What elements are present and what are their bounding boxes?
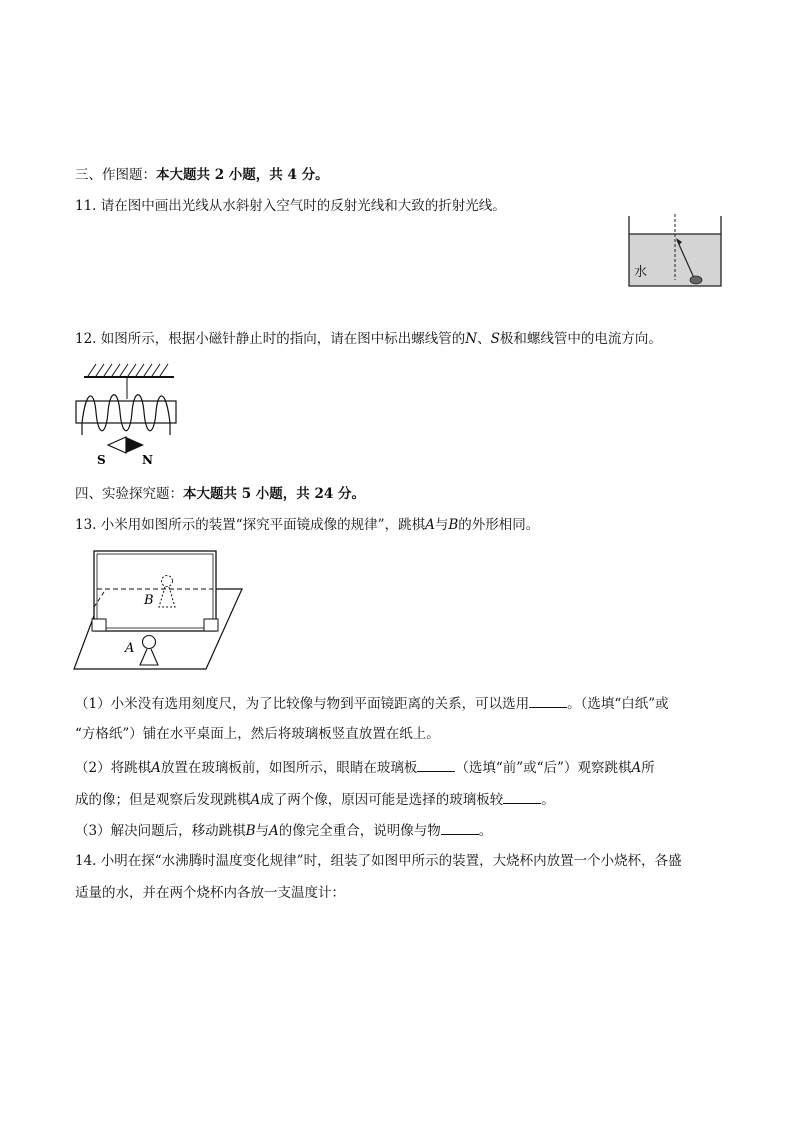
q13-p2-d: 所	[641, 760, 655, 776]
q12-text-a: 12. 如图所示，根据小磁针静止时的指向，请在图中标出螺线管的	[75, 331, 466, 347]
q13-p3-piece-b: B	[245, 823, 256, 839]
q13-p3-a: （3）解决问题后，移动跳棋	[75, 823, 246, 839]
answer-blank-4[interactable]	[441, 820, 479, 835]
q14-line2: 适量的水，并在两个烧杯内各放一支温度计：	[75, 885, 345, 901]
q13-p2-a: （2）将跳棋	[75, 760, 152, 776]
q13-p2-f: 成了两个像，原因可能是选择的玻璃板较	[260, 792, 504, 808]
section-4-heading	[75, 485, 365, 503]
needle-n-label: N	[142, 453, 153, 467]
q13-intro-a: 13. 小米用如图所示的装置“探究平面镜成像的规律”，跳棋	[75, 517, 426, 533]
q13-intro-c: 的外形相同。	[458, 517, 540, 533]
section-3-heading	[75, 166, 329, 184]
q13-intro	[75, 516, 539, 534]
q13-p2-c: （选填“前”或“后”）观察跳棋	[455, 760, 632, 776]
q13-intro-b: 与	[434, 517, 449, 533]
q13-p2-piece-a: A	[151, 760, 161, 776]
section-4-detail: 本大题共 5 小题，共 24 分。	[183, 486, 365, 502]
q13-p2-g: 。	[541, 792, 555, 808]
q13-p2-piece-a-3: A	[250, 792, 261, 808]
fig-label-a: A	[125, 641, 135, 656]
q13-piece-a: A	[425, 517, 435, 533]
answer-blank-3[interactable]	[503, 789, 541, 804]
q13-p3-c: 的像完全重合，说明像与物	[278, 823, 441, 839]
q13-p1-a: （1）小米没有选用刻度尺，为了比较像与物到平面镜距离的关系，可以选用	[75, 696, 530, 712]
q13-part3	[75, 820, 492, 840]
q13-part2-line1	[75, 757, 655, 777]
q13-p2-b: 放置在玻璃板前，如图所示，眼睛在玻璃板	[160, 760, 418, 776]
q12-solenoid-figure	[70, 357, 185, 469]
q12-pole-s: S	[490, 331, 500, 347]
q11-water-figure	[626, 212, 726, 290]
section-3-detail: 本大题共 2 小题，共 4 分。	[156, 167, 329, 183]
q14-line1: 14. 小明在探“水沸腾时温度变化规律”时，组装了如图甲所示的装置，大烧杯内放置一个小烧杯，各盛	[75, 853, 682, 869]
q13-p3-b: 与	[255, 823, 270, 839]
section-4-prefix: 四、实验探究题：	[75, 486, 183, 502]
q13-p3-d: 。	[478, 823, 493, 839]
needle-s-label: S	[97, 453, 106, 467]
fig-label-b: B	[144, 593, 154, 608]
q12-text	[75, 330, 662, 348]
q12-text-b: 极和螺线管中的电流方向。	[499, 331, 662, 347]
q13-p1-b: 。（选填“白纸”或	[567, 696, 669, 712]
section-3-prefix: 三、作图题：	[75, 167, 156, 183]
q11-text: 11. 请在图中画出光线从水斜射入空气时的反射光线和大致的折射光线。	[75, 198, 506, 214]
q13-piece-b: B	[448, 517, 459, 533]
q13-p3-piece-a: A	[269, 823, 279, 839]
answer-blank-1[interactable]	[529, 693, 567, 708]
q12-pole-n: N	[465, 331, 478, 347]
q12-sep: 、	[477, 331, 491, 347]
q13-part2-line2	[75, 789, 555, 809]
water-label: 水	[634, 265, 648, 280]
q13-p2-piece-a-2: A	[631, 760, 642, 776]
q13-p2-e: 成的像；但是观察后发现跳棋	[75, 792, 251, 808]
q13-mirror-figure	[70, 545, 245, 675]
answer-blank-2[interactable]	[417, 757, 455, 772]
q13-part1-line1	[75, 693, 669, 713]
q13-part1-line2: “方格纸”）铺在水平桌面上，然后将玻璃板竖直放置在纸上。	[75, 726, 440, 742]
